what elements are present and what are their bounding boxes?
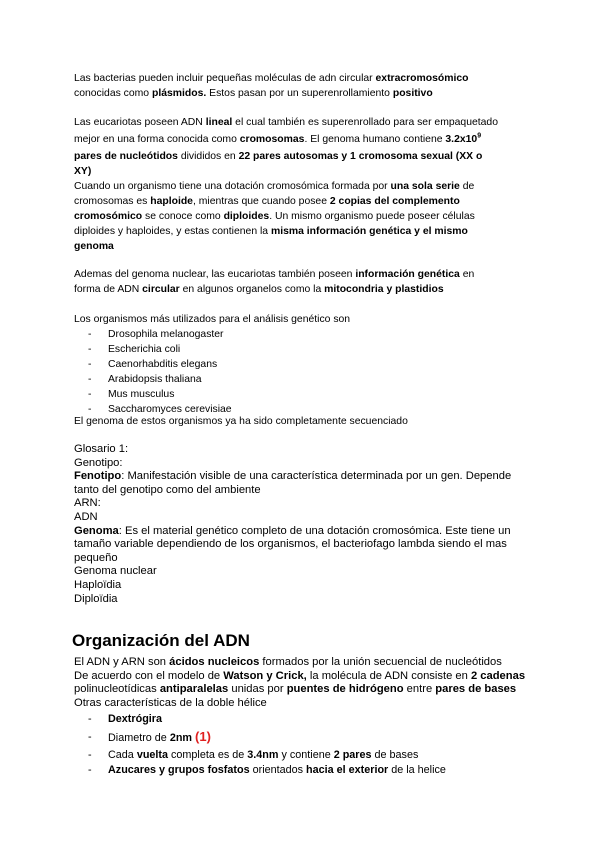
- text: : Es el material genético completo de una dotación cromosómica. Este tiene un: [118, 524, 511, 537]
- glossary: [74, 443, 544, 606]
- text: Cuando un organismo tiene una dotación cromosómica formada por: [74, 181, 391, 192]
- list-item: - Caenorhabditis elegans: [88, 357, 232, 372]
- glossary-haploidia: Haploïdia: [74, 578, 122, 591]
- list-item: [88, 712, 446, 727]
- bold-text: lineal: [205, 117, 233, 128]
- bold-text: ácidos nucleicos: [169, 656, 260, 668]
- text: . El genoma humano contiene: [304, 134, 446, 145]
- text: , mientras que cuando posee: [192, 196, 330, 207]
- glossary-title: Glosario 1:: [74, 443, 129, 455]
- bold-text: 2 cadenas: [470, 669, 526, 682]
- bold-text: hacia el exterior: [306, 764, 389, 776]
- glossary-nuclear: Genoma nuclear: [74, 565, 157, 578]
- bold-text: cromosómico: [74, 211, 143, 222]
- text: en algunos organelos como la: [179, 284, 325, 295]
- list-item: [88, 727, 446, 748]
- list-item: - Arabidopsis thaliana: [88, 372, 232, 387]
- bold-text: 22 pares autosomas y 1 cromosoma sexual (XX o: [238, 151, 483, 162]
- bold-text: 2nm: [169, 732, 193, 744]
- bold-text: pares de bases: [435, 683, 517, 696]
- organisms-outro: El genoma de estos organismos ya ha sido completamente secuenciado: [74, 416, 408, 427]
- text: : Manifestación visible de una característica determinada por un gen. Depende: [121, 470, 512, 483]
- text: . Un mismo organismo puede poseer células: [269, 211, 475, 222]
- glossary-genoma-cont: tamaño variable dependiendo de los organismos, el bacteriofago lambda siendo el mas: [74, 538, 507, 551]
- bold-text: Dextrógira: [108, 713, 163, 725]
- bold-text: Watson y Crick,: [223, 669, 307, 682]
- superscript: 9: [477, 132, 482, 140]
- bold-text: genoma: [74, 241, 114, 252]
- section-line: [74, 670, 544, 684]
- list-item: - Escherichia coli: [88, 342, 232, 357]
- section-line: [74, 683, 544, 697]
- text: completa es de: [168, 749, 248, 761]
- bold-text: circular: [142, 284, 180, 295]
- glossary-fenotipo: [74, 470, 544, 484]
- glossary-genoma: [74, 525, 544, 539]
- bold-text: Genoma: [74, 524, 119, 537]
- bold-text: una sola serie: [390, 181, 460, 192]
- text: Diametro de: [108, 732, 170, 744]
- text: Las bacterias pueden incluir pequeñas moléculas de adn circular: [74, 73, 376, 84]
- organisms-intro: Los organismos más utilizados para el análisis genético son: [74, 314, 351, 325]
- glossary-genotipo: Genotipo:: [74, 456, 123, 469]
- list-item: [88, 748, 446, 763]
- text: se conoce como: [142, 211, 224, 222]
- text: De acuerdo con el modelo de: [74, 669, 224, 682]
- list-item: - Saccharomyces cerevisiae: [88, 402, 232, 417]
- text: y contiene: [278, 749, 334, 761]
- bold-text: pares de nucleótidos: [74, 151, 178, 162]
- text: mejor en una forma conocida como: [74, 134, 240, 145]
- bold-text: haploide: [150, 196, 193, 207]
- glossary-adn: ADN: [74, 510, 98, 523]
- text: polinucleotídicas: [74, 683, 160, 696]
- reference-marker: (1): [195, 729, 211, 744]
- bold-text: Azucares y grupos fosfatos: [108, 764, 250, 776]
- glossary-arn: ARN:: [74, 497, 101, 510]
- glossary-fenotipo-cont: tanto del genotipo como del ambiente: [74, 483, 261, 496]
- text: Ademas del genoma nuclear, las eucariotas también poseen: [74, 269, 356, 280]
- text: Las eucariotas poseen ADN: [74, 117, 206, 128]
- list-item: - Mus musculus: [88, 387, 232, 402]
- text: El ADN y ARN son: [74, 656, 170, 668]
- paragraph-organelles: [74, 267, 534, 297]
- text: el cual también es superenrollado para ser empaquetado: [232, 117, 498, 128]
- bold-text: positivo: [392, 88, 433, 99]
- text: Estos pasan por un superenrollamiento: [206, 88, 393, 99]
- list-item: [88, 763, 446, 778]
- organisms-list: [88, 327, 232, 417]
- text: conocidas como: [74, 88, 152, 99]
- bold-text: 3.4nm: [247, 749, 279, 761]
- text: divididos en: [177, 151, 239, 162]
- section-line: [74, 656, 544, 670]
- bold-text: antiparalelas: [159, 683, 229, 696]
- bold-text: vuelta: [136, 749, 169, 761]
- section-line: Otras características de la doble hélice: [74, 696, 267, 709]
- text: de bases: [371, 749, 419, 761]
- helix-list: [88, 712, 446, 778]
- section-body: [74, 656, 544, 710]
- bold-text: 2 copias del complemento: [329, 196, 460, 207]
- text: la molécula de ADN consiste en: [306, 669, 471, 682]
- bold-text: 2 pares: [333, 749, 372, 761]
- bold-text: mitocondria y plastidios: [324, 284, 444, 295]
- paragraph-haploid-diploid: [74, 179, 534, 254]
- text: diploides y haploides, y estas contienen la: [74, 226, 271, 237]
- text: de la helice: [388, 764, 446, 776]
- bold-text: extracromosómico: [375, 73, 469, 84]
- text: entre: [403, 683, 436, 696]
- text: Cada: [108, 749, 137, 761]
- list-item: - Drosophila melanogaster: [88, 327, 232, 342]
- bold-text: cromosomas: [239, 134, 305, 145]
- bold-text: XY): [74, 166, 92, 177]
- paragraph-eukaryotes: [74, 115, 534, 179]
- bold-text: misma información genética y el mismo: [270, 226, 468, 237]
- bold-text: diploides: [223, 211, 270, 222]
- section-heading: Organización del ADN: [72, 631, 250, 650]
- text: de: [459, 181, 475, 192]
- text: cromosomas es: [74, 196, 151, 207]
- text: unidas por: [228, 683, 287, 696]
- glossary-genoma-cont: pequeño: [74, 551, 118, 564]
- bold-text: plásmidos.: [151, 88, 207, 99]
- bold-text: puentes de hidrógeno: [286, 683, 404, 696]
- bold-text: Fenotipo: [74, 470, 122, 483]
- text: en: [459, 269, 475, 280]
- bold-text: información genética: [355, 269, 460, 280]
- text: formados por la unión secuencial de nucleótidos: [259, 656, 502, 668]
- text: forma de ADN: [74, 284, 143, 295]
- text: orientados: [249, 764, 307, 776]
- glossary-diploidia: Diploïdia: [74, 592, 118, 605]
- paragraph-plasmids: [74, 71, 534, 101]
- bold-text: 3.2x10: [445, 134, 478, 145]
